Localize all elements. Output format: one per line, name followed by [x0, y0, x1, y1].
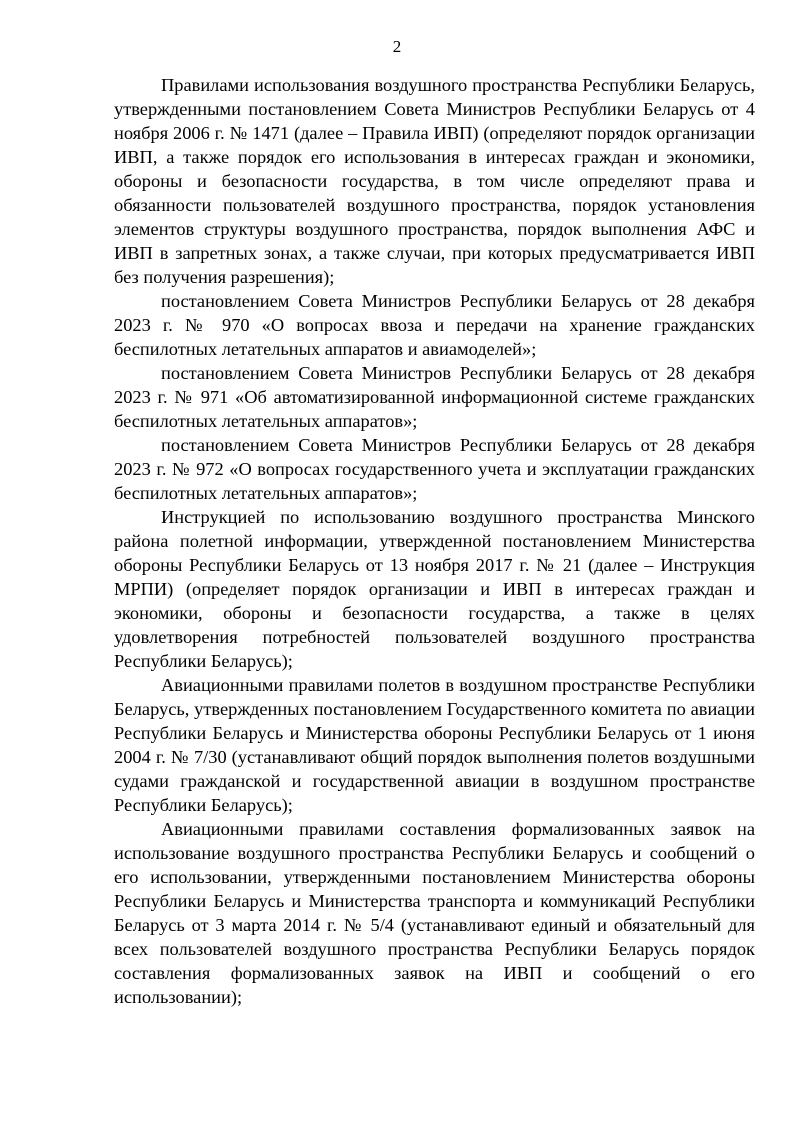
paragraph-resolution-971: постановлением Совета Министров Республики Беларусь от 28 декабря 2023 г. № 971 «Об автоматизированной информационной системе гражданских беспилотных летательных аппаратов»;	[114, 363, 755, 431]
paragraph-instruction-mrpi: Инструкцией по использованию воздушного пространства Минского района полетной информации, утвержденной постановлением Министерства обороны Республики Беларусь от 13 ноября 2017 г. № 21 (далее – Инструкция МРПИ) (определяет порядок организации и ИВП в интересах граждан и экономики, обороны и безопасности государства, а также в целях удовлетворения потребностей пользователей воздушного пространства Республики Беларусь);	[114, 507, 755, 671]
paragraph-resolution-970: постановлением Совета Министров Республики Беларусь от 28 декабря 2023 г. № 970 «О вопросах ввоза и передачи на хранение гражданских беспилотных летательных аппаратов и авиамоделей»;	[114, 291, 755, 359]
page-number: 2	[392, 37, 402, 56]
paragraph-rules-ivp: Правилами использования воздушного пространства Республики Беларусь, утвержденными постановлением Совета Министров Республики Беларусь от 4 ноября 2006 г. № 1471 (далее – Правила ИВП) (определяют порядок организации ИВП, а также порядок его использования в интересах граждан и экономики, обороны и безопасности государства, в том числе определяют права и обязанности пользователей воздушного пространства, порядок установления элементов структуры воздушного пространства, порядок выполнения АФС и ИВП в запретных зонах, а также случаи, при которых предусматривается ИВП без получения разрешения);	[114, 75, 755, 287]
paragraph-aviation-flight-rules: Авиационными правилами полетов в воздушном пространстве Республики Беларусь, утвержденных постановлением Государственного комитета по авиации Республики Беларусь и Министерства обороны Республики Беларусь от 1 июня 2004 г. № 7/30 (устанавливают общий порядок выполнения полетов воздушными судами гражданской и государственной авиации в воздушном пространстве Республики Беларусь);	[114, 675, 755, 815]
paragraph-aviation-request-rules: Авиационными правилами составления формализованных заявок на использование воздушного пространства Республики Беларусь и сообщений о его использовании, утвержденными постановлением Министерства обороны Республики Беларусь и Министерства транспорта и коммуникаций Республики Беларусь от 3 марта 2014 г. № 5/4 (устанавливают единый и обязательный для всех пользователей воздушного пространства Республики Беларусь порядок составления формализованных заявок на ИВП и сообщений о его использовании);	[114, 819, 755, 1007]
paragraph-resolution-972: постановлением Совета Министров Республики Беларусь от 28 декабря 2023 г. № 972 «О вопросах государственного учета и эксплуатации гражданских беспилотных летательных аппаратов»;	[114, 435, 755, 503]
document-body	[114, 73, 755, 1009]
